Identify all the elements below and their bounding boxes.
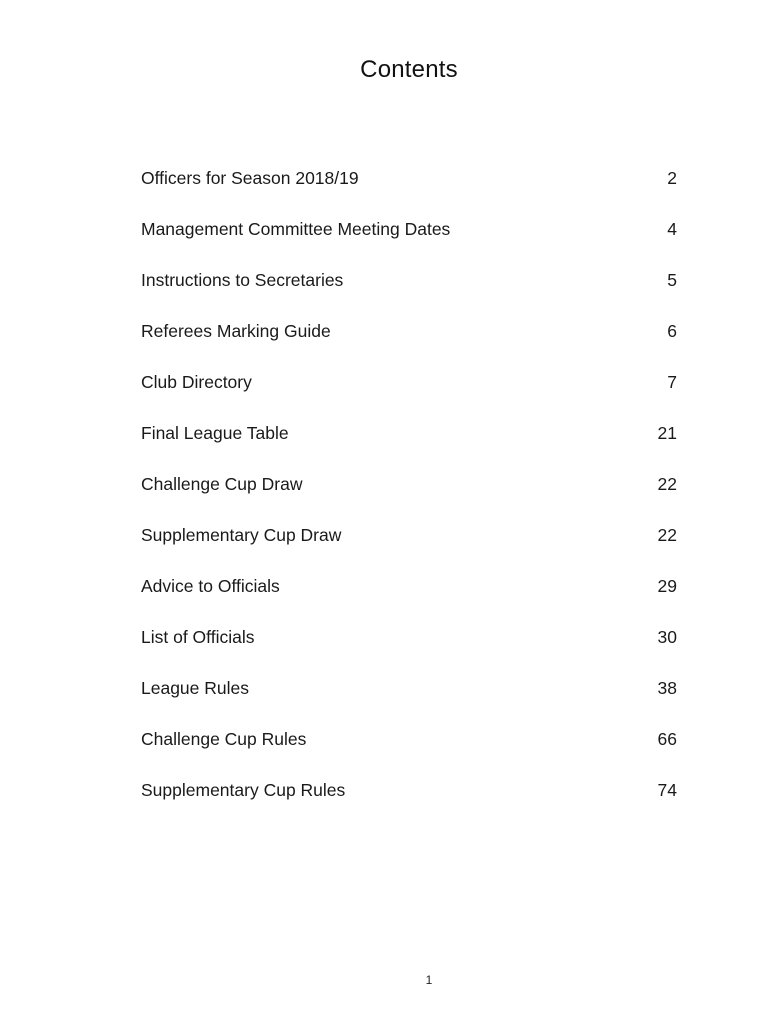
toc-entry xyxy=(141,421,677,472)
toc-entry-page: 38 xyxy=(657,678,677,698)
toc-entry-label: Advice to Officials xyxy=(141,576,280,596)
toc-entry xyxy=(141,676,677,727)
toc-entry xyxy=(141,625,677,676)
toc-entry-page: 7 xyxy=(667,372,677,392)
toc-entry-page: 4 xyxy=(667,219,677,239)
toc-entry xyxy=(141,319,677,370)
toc-entry-label: Supplementary Cup Rules xyxy=(141,780,346,800)
toc-entry-page: 22 xyxy=(657,525,677,545)
page-number: 1 xyxy=(425,973,433,987)
toc-entry-label: Challenge Cup Draw xyxy=(141,474,303,494)
toc-entry-label: Club Directory xyxy=(141,372,252,392)
toc-entry xyxy=(141,217,677,268)
table-of-contents xyxy=(141,166,677,829)
toc-entry-label: List of Officials xyxy=(141,627,255,647)
toc-entry-page: 22 xyxy=(657,474,677,494)
toc-entry xyxy=(141,778,677,829)
toc-entry xyxy=(141,268,677,319)
toc-entry-label: Officers for Season 2018/19 xyxy=(141,168,359,188)
toc-entry xyxy=(141,370,677,421)
toc-entry xyxy=(141,166,677,217)
toc-entry-page: 21 xyxy=(657,423,677,443)
toc-entry-page: 6 xyxy=(667,321,677,341)
toc-entry xyxy=(141,727,677,778)
toc-entry-label: Management Committee Meeting Dates xyxy=(141,219,451,239)
toc-entry-page: 30 xyxy=(657,627,677,647)
toc-entry-label: League Rules xyxy=(141,678,249,698)
toc-entry-label: Challenge Cup Rules xyxy=(141,729,307,749)
toc-entry-label: Instructions to Secretaries xyxy=(141,270,344,290)
page-title: Contents xyxy=(360,56,458,83)
toc-entry-page: 2 xyxy=(667,168,677,188)
toc-entry xyxy=(141,472,677,523)
toc-entry-label: Final League Table xyxy=(141,423,289,443)
toc-entry xyxy=(141,574,677,625)
toc-entry-page: 66 xyxy=(657,729,677,749)
toc-entry-label: Supplementary Cup Draw xyxy=(141,525,342,545)
toc-entry-page: 29 xyxy=(657,576,677,596)
toc-entry-page: 74 xyxy=(657,780,677,800)
toc-entry-label: Referees Marking Guide xyxy=(141,321,331,341)
toc-entry-page: 5 xyxy=(667,270,677,290)
toc-entry xyxy=(141,523,677,574)
